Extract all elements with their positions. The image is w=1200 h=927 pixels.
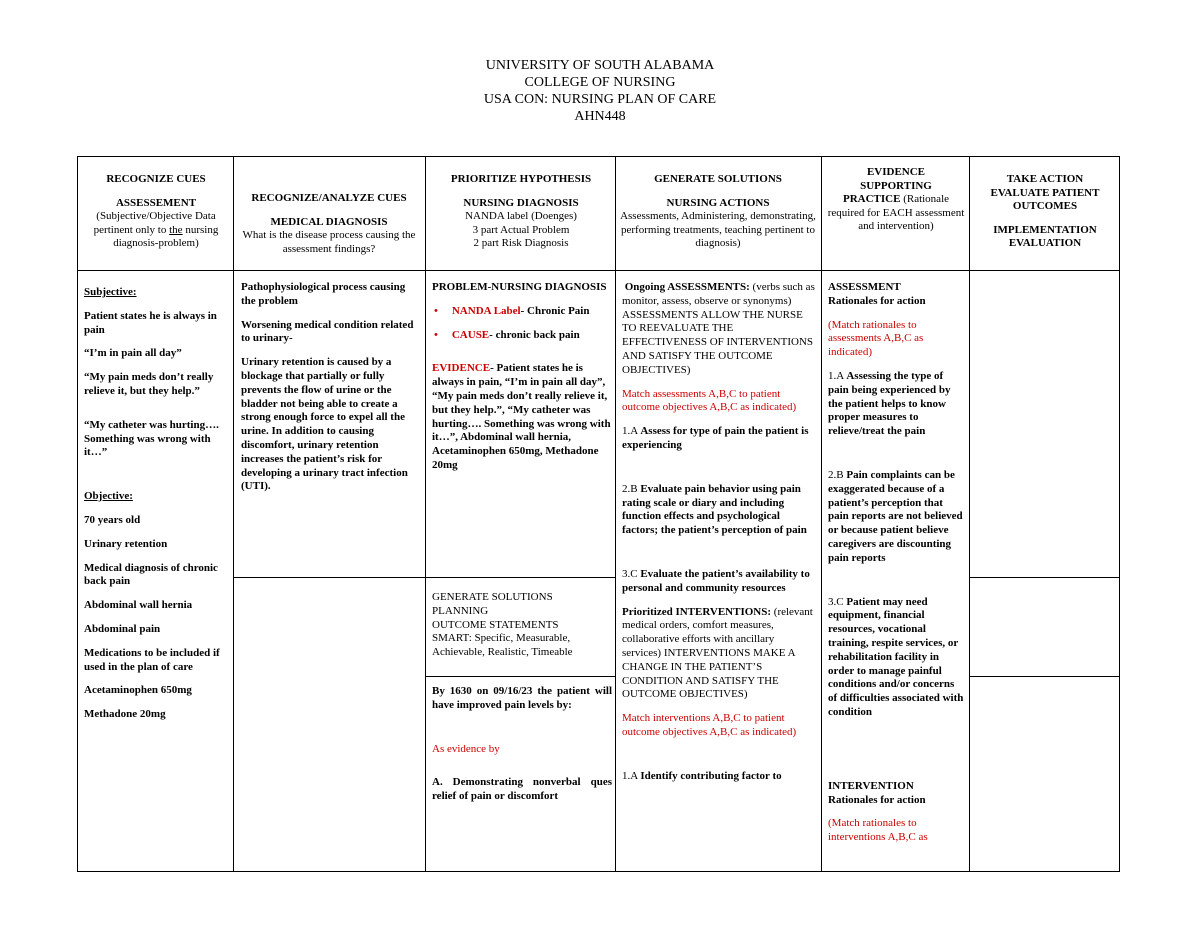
column-description: 2 part Risk Diagnosis [473, 237, 569, 250]
outcome-cell [432, 685, 612, 804]
subjective-item: “My catheter was hurting…. Something was wrong with it…” [84, 418, 219, 459]
cause-item: • CAUSE- chronic back pain [434, 328, 580, 341]
column-title: RECOGNIZE CUES [106, 173, 206, 185]
objective-label: Objective: [84, 490, 133, 503]
document-header [0, 57, 1200, 125]
disease-process-text: Urinary retention is caused by a blockage that partially or fully prevents the flow of urine or the bladder not being able to create a strong enough force to expel all the urine. In addition to causing discomfort, urinary retention increases the patient’s risk for developing a urinary tract infection (UTI). [241, 356, 408, 493]
ongoing-assessments: Ongoing ASSESSMENTS: (verbs such as monitor, assess, observe or synonyms) ASSESSMENTS ALLOW THE NURSE TO REEVALUATE THE EFFECTIVENESS OF INTERVENTIONS AND SATISFY THE OUTCOME OBJECTIVES) [622, 281, 815, 376]
outcome-statement: By 1630 on 09/16/23 the patient will have improved pain levels by: [432, 685, 612, 711]
column-divider [425, 157, 426, 871]
pathophysiology-label: Pathophysiological process causing the problem [241, 281, 406, 307]
outcome-objective-a: A. Demonstrating nonverbal ques relief of pain or discomfort [432, 776, 612, 803]
header-evidence-practice [826, 166, 966, 234]
column-divider [821, 157, 822, 871]
match-intervention-rationales-note: (Match rationales to interventions A,B,C as [828, 817, 928, 844]
objective-item: Acetaminophen 650mg [84, 684, 192, 697]
intervention-rationale-subtitle: Rationales for action [828, 793, 926, 806]
column-title: RECOGNIZE/ANALYZE CUES [251, 192, 407, 204]
header-row-divider [78, 270, 1119, 271]
nursing-actions-cell [622, 281, 816, 784]
row-divider [425, 676, 616, 677]
column-divider [233, 157, 234, 871]
column-divider [615, 157, 616, 871]
row-divider [969, 577, 1119, 578]
column-description: 3 part Actual Problem [472, 223, 570, 236]
subjective-item: “I’m in pain all day” [84, 347, 182, 360]
university-name: UNIVERSITY OF SOUTH ALABAMA [485, 58, 715, 73]
nanda-label-item: • NANDA Label- Chronic Pain [434, 304, 590, 317]
header-prioritize-hypothesis [428, 173, 614, 251]
column-description: Assessments, Administering, demonstrating, performing treatments, teaching pertinent to diagnosis) [620, 210, 816, 250]
column-subtitle: ASSESSEMENT [115, 196, 197, 209]
column-subtitle: NURSING DIAGNOSIS [463, 196, 579, 209]
column-title: GENERATE SOLUTIONS [654, 173, 782, 185]
objective-item: Abdominal pain [84, 622, 161, 635]
subjective-label: Subjective: [84, 286, 137, 298]
rationale-item: 1.A Assessing the type of pain being experienced by the patient helps to know proper measures to relieve/treat the pain [828, 369, 951, 438]
objective-item: Medications to be included if used in the plan of care [84, 646, 220, 673]
college-name: COLLEGE OF NURSING [524, 75, 676, 90]
row-divider [969, 676, 1119, 677]
column-title: PRIORITIZE HYPOTHESIS [450, 173, 592, 185]
subjective-item: Patient states he is always in pain [84, 309, 217, 336]
assessment-rationale-title: ASSESSMENT [828, 281, 901, 293]
header-recognize-cues [81, 173, 231, 251]
medical-diagnosis-cell [241, 281, 419, 494]
objective-item: Methadone 20mg [84, 708, 166, 721]
assessment-rationale-subtitle: Rationales for action [828, 294, 926, 307]
planning-title: OUTCOME STATEMENTS [432, 618, 559, 631]
course-code: AHN448 [574, 109, 626, 124]
intervention-action: 1.A Identify contributing factor to [622, 769, 782, 782]
assessment-action: 1.A Assess for type of pain the patient is experiencing [622, 425, 809, 451]
match-assessments-note: Match assessments A,B,C to patient outcome objectives A,B,C as indicated) [622, 387, 797, 414]
assessment-cell [84, 286, 230, 722]
planning-cell [432, 591, 612, 660]
assessment-action: 2.B Evaluate pain behavior using pain rating scale or diary and including function effects and psychological factors; the patient’s perception of pain [622, 482, 807, 537]
bullet-icon: • [434, 304, 438, 317]
row-divider [233, 577, 616, 578]
column-subtitle: NURSING ACTIONS [666, 196, 770, 209]
match-interventions-note: Match interventions A,B,C to patient outcome objectives A,B,C as indicated) [622, 712, 797, 738]
nursing-diagnosis-cell [432, 281, 612, 473]
objective-item: Urinary retention [84, 537, 168, 550]
problem-title: PROBLEM-NURSING DIAGNOSIS [432, 281, 607, 293]
planning-title: GENERATE SOLUTIONS [432, 591, 553, 603]
document-title: USA CON: NURSING PLAN OF CARE [483, 92, 717, 107]
rationale-item: 2.B Pain complaints can be exaggerated because of a patient’s perception that pain reports are not believed or because patient believe caregivers are discounting pain reports [828, 468, 963, 564]
column-divider [969, 157, 970, 871]
column-subtitle: MEDICAL DIAGNOSIS [270, 215, 388, 228]
prioritized-interventions: Prioritized INTERVENTIONS: (relevant medical orders, comfort measures, collaborative efforts with ancillary services) INTERVENTIONS MAKE A CHANGE IN THE PATIENT’S CONDITION AND SATISFY THE OUTCOME OBJECTIVES) [622, 605, 813, 701]
header-take-action [972, 173, 1118, 251]
evidence-text: EVIDENCE- Patient states he is always in pain, “I’m in pain all day”, “My pain meds don’t really relieve it, but they help.”, “My catheter was hurting…. Something was wrong with it…”, Abdominal wall hernia, Acetaminophen 650mg, Methadone 20mg [432, 362, 611, 471]
smart-description: SMART: Specific, Measurable, Achievable, Realistic, Timeable [432, 632, 573, 659]
rationale-cell [828, 281, 964, 845]
objective-item: Abdominal wall hernia [84, 599, 193, 612]
column-description: NANDA label (Doenges) [465, 210, 577, 223]
column-description: required for EACH assessment and intervention) [827, 206, 965, 233]
condition-summary: Worsening medical condition related to urinary- [241, 318, 414, 345]
planning-title: PLANNING [432, 604, 489, 617]
assessment-action: 3.C Evaluate the patient’s availability to personal and community resources [622, 567, 810, 594]
subjective-item: “My pain meds don’t really relieve it, but they help.” [84, 371, 214, 397]
bullet-icon: • [434, 328, 438, 341]
objective-item: 70 years old [84, 513, 141, 526]
objective-item: Medical diagnosis of chronic back pain [84, 561, 218, 588]
column-subtitle: IMPLEMENTATION EVALUATION [993, 223, 1097, 250]
column-title: SUPPORTING [860, 179, 932, 192]
intervention-rationale-title: INTERVENTION [828, 779, 914, 792]
column-title: TAKE ACTION [1006, 173, 1084, 185]
evidence-by-label: As evidence by [432, 742, 500, 755]
match-rationales-note: (Match rationales to assessments A,B,C as indicated) [828, 318, 924, 359]
header-analyze-cues [236, 192, 422, 256]
rationale-item: 3.C Patient may need equipment, financial resources, vocational training, respite services, or rehabilitation facility in order to manage painful conditions and/or concerns of difficulties associated with condition [828, 595, 964, 718]
column-description: What is the disease process causing the assessment findings? [242, 229, 416, 255]
header-generate-solutions [618, 173, 818, 251]
column-description: (Subjective/Objective Data pertinent only to the nursing diagnosis-problem) [93, 210, 219, 250]
column-title: EVALUATE PATIENT OUTCOMES [990, 186, 1100, 213]
column-title: EVIDENCE [866, 166, 926, 178]
column-title: PRACTICE (Rationale [842, 193, 950, 206]
